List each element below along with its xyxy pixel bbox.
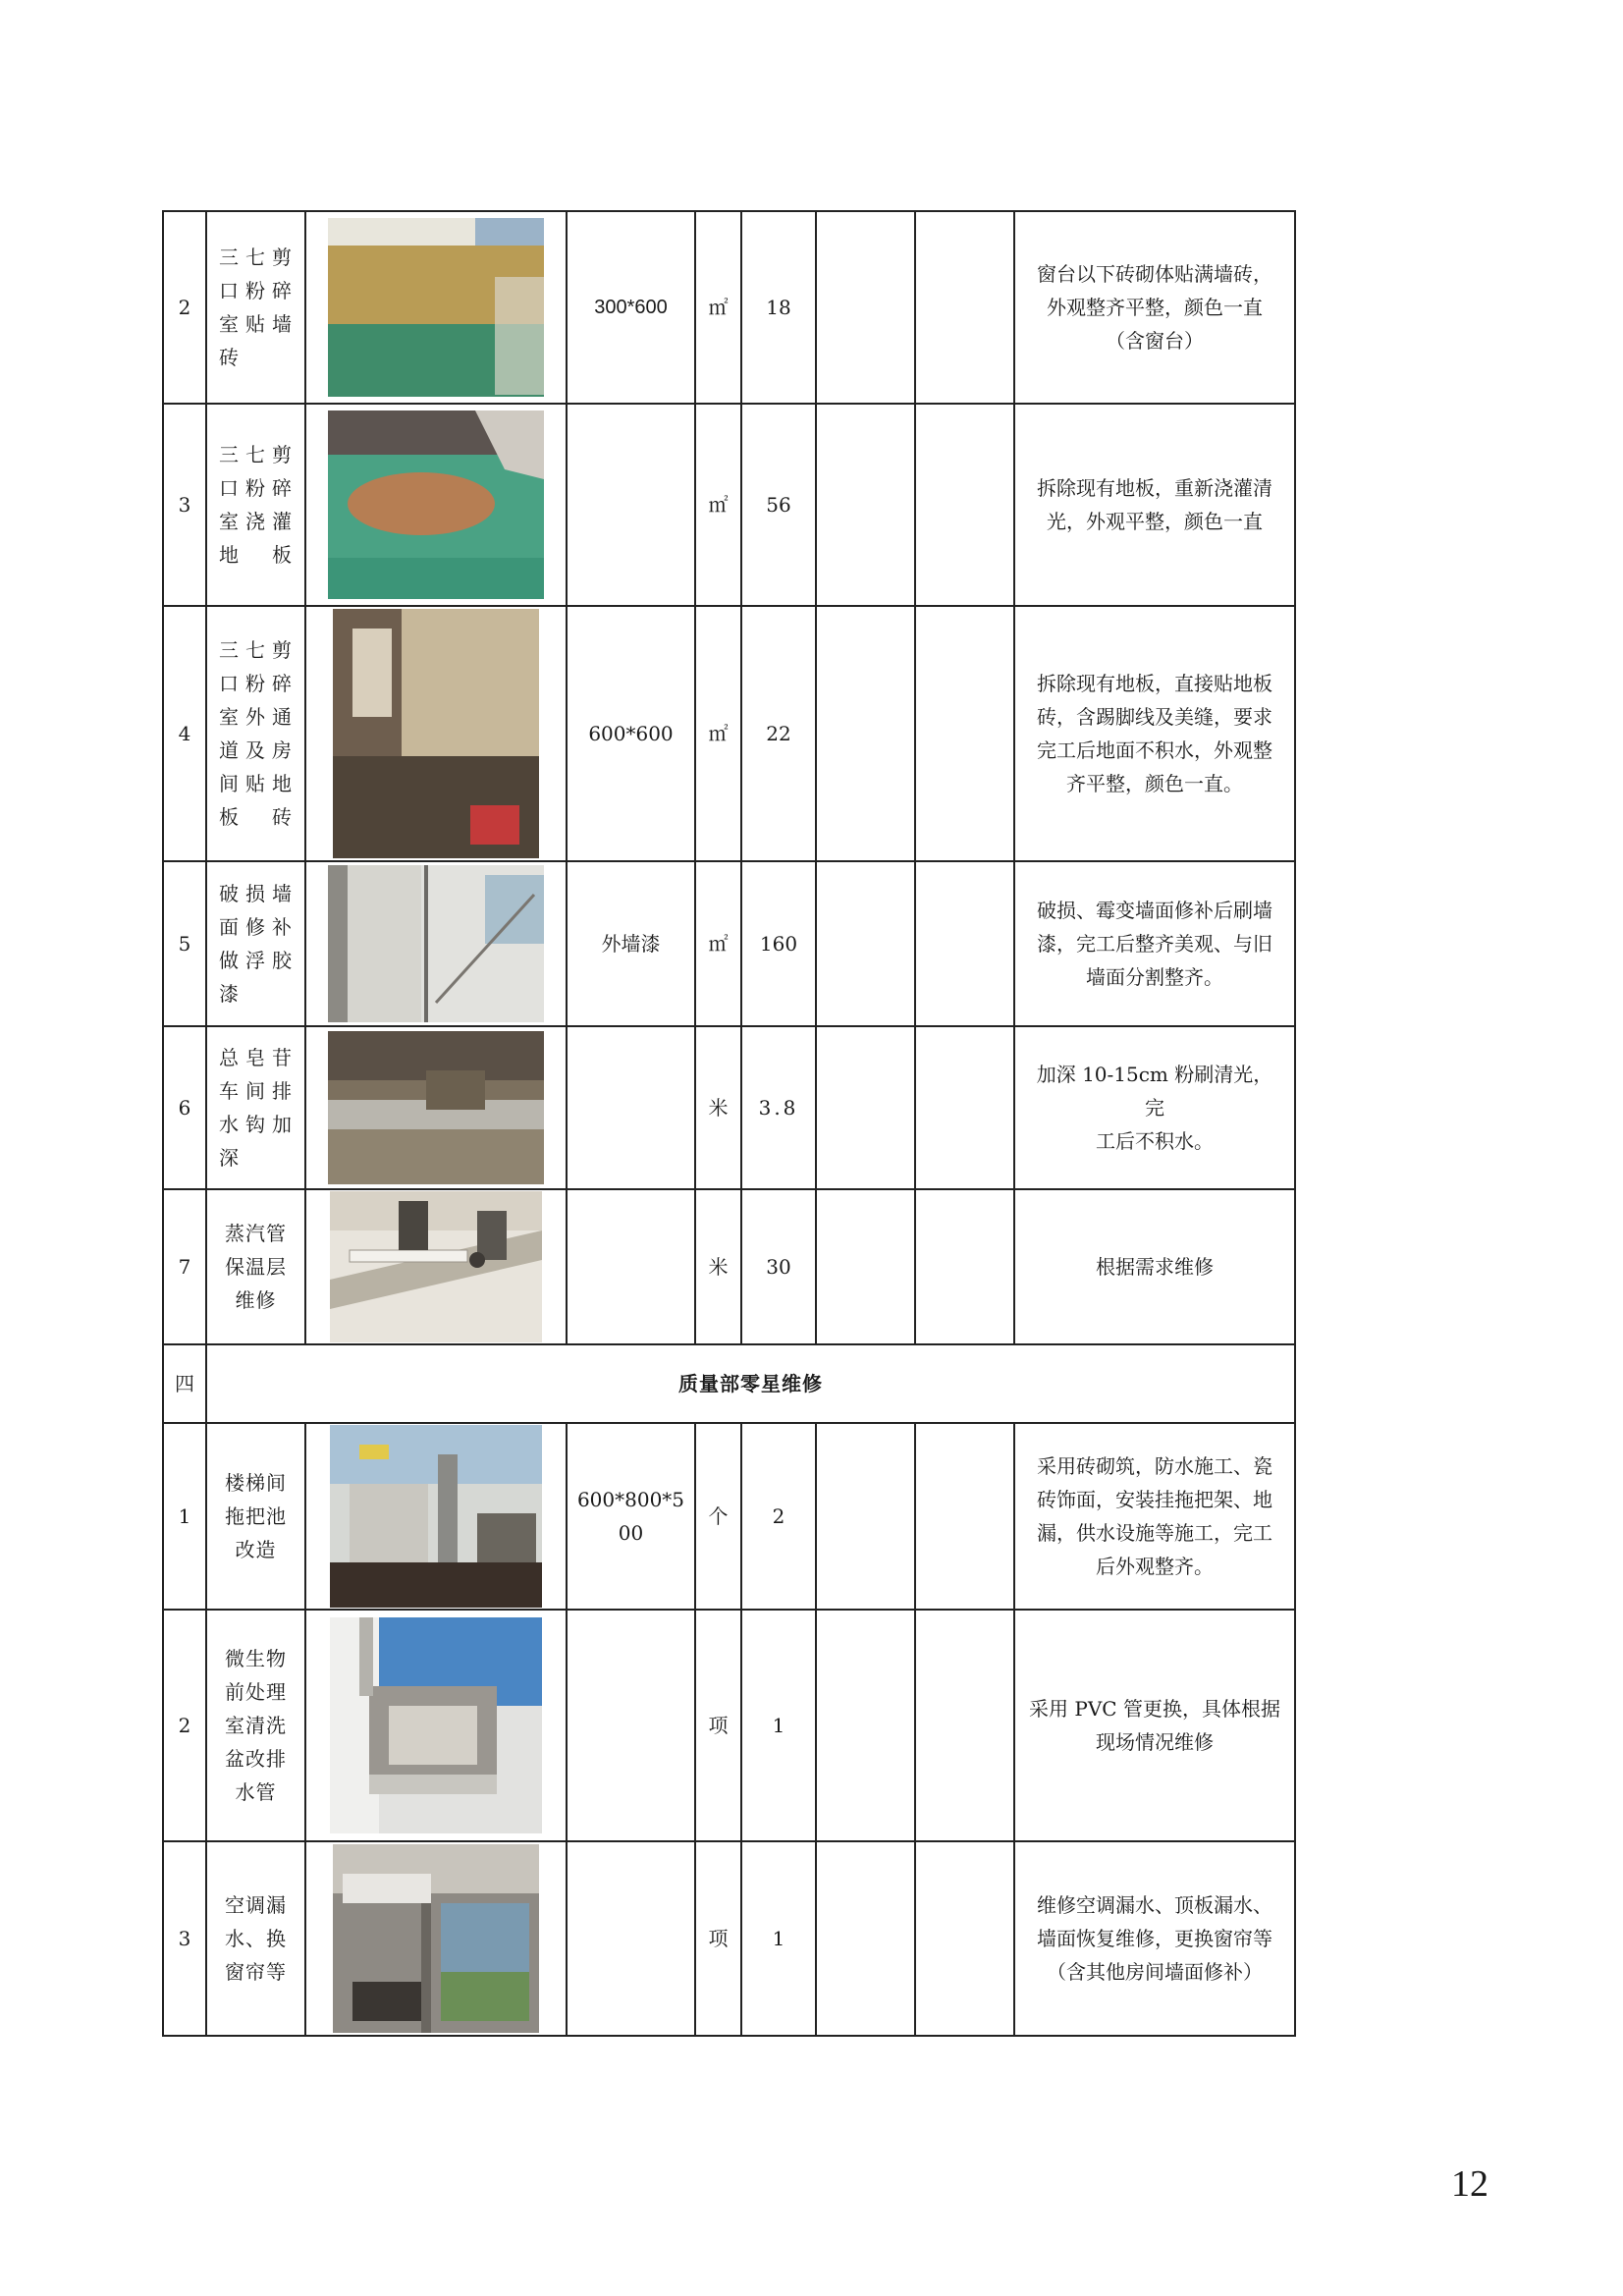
table-row <box>163 1026 1295 1189</box>
spec <box>567 1026 695 1189</box>
requirement: 拆除现有地板，重新浇灌清 光，外观平整，颜色一直 <box>1014 404 1295 606</box>
quantity: 22 <box>741 606 816 861</box>
site-photo <box>328 865 544 1022</box>
unit: 米 <box>695 1189 741 1344</box>
spec: 300*600 <box>567 211 695 404</box>
quantity: 18 <box>741 211 816 404</box>
quantity: 160 <box>741 861 816 1026</box>
row-number: 6 <box>163 1026 206 1189</box>
site-photo <box>328 410 544 599</box>
requirement: 采用 PVC 管更换，具体根据 现场情况维修 <box>1014 1610 1295 1841</box>
spec <box>567 1841 695 2036</box>
row-number: 7 <box>163 1189 206 1344</box>
table-row <box>163 211 1295 404</box>
row-number: 3 <box>163 404 206 606</box>
table-row <box>163 404 1295 606</box>
row-number: 5 <box>163 861 206 1026</box>
page-number: 12 <box>1451 2163 1488 2205</box>
unit: ㎡ <box>695 606 741 861</box>
table-row <box>163 1610 1295 1841</box>
site-photo <box>328 218 544 397</box>
table-row <box>163 1841 1295 2036</box>
quantity: 30 <box>741 1189 816 1344</box>
spec: 外墙漆 <box>567 861 695 1026</box>
spec <box>567 1610 695 1841</box>
site-photo <box>328 1031 544 1184</box>
quantity: 56 <box>741 404 816 606</box>
unit: 个 <box>695 1423 741 1610</box>
site-photo <box>330 1617 542 1833</box>
row-number: 3 <box>163 1841 206 2036</box>
requirement: 加深 10-15cm 粉刷清光，完 工后不积水。 <box>1014 1026 1295 1189</box>
spec: 600*800*5 00 <box>567 1423 695 1610</box>
item-name: 微生物 前处理 室清洗 盆改排 水管 <box>206 1610 305 1841</box>
site-photo <box>330 1425 542 1608</box>
section-number: 四 <box>163 1344 206 1423</box>
requirement: 拆除现有地板，直接贴地板 砖，含踢脚线及美缝，要求 完工后地面不积水，外观整 齐平整，颜色一直。 <box>1014 606 1295 861</box>
work-items-table <box>162 210 1296 2037</box>
section-header-row <box>163 1344 1295 1423</box>
requirement: 维修空调漏水、顶板漏水、 墙面恢复维修，更换窗帘等 （含其他房间墙面修补） <box>1014 1841 1295 2036</box>
item-name: 三七剪 口粉碎 室外通 道及房 间贴地 板砖 <box>206 606 305 861</box>
item-name: 楼梯间 拖把池 改造 <box>206 1423 305 1610</box>
item-name: 蒸汽管 保温层 维修 <box>206 1189 305 1344</box>
item-name: 总皂苷 车间排 水钩加 深 <box>206 1026 305 1189</box>
row-number: 4 <box>163 606 206 861</box>
unit: ㎡ <box>695 404 741 606</box>
site-photo <box>333 609 539 858</box>
table-row <box>163 1423 1295 1610</box>
item-name: 三七剪 口粉碎 室浇灌 地板 <box>206 404 305 606</box>
row-number: 2 <box>163 1610 206 1841</box>
row-number: 1 <box>163 1423 206 1610</box>
requirement: 采用砖砌筑，防水施工、瓷 砖饰面，安装挂拖把架、地 漏，供水设施等施工，完工 后外观整齐。 <box>1014 1423 1295 1610</box>
quantity: 3.8 <box>741 1026 816 1189</box>
quantity: 2 <box>741 1423 816 1610</box>
unit: 米 <box>695 1026 741 1189</box>
item-name: 三七剪 口粉碎 室贴墙 砖 <box>206 211 305 404</box>
unit: 项 <box>695 1610 741 1841</box>
quantity: 1 <box>741 1841 816 2036</box>
spec <box>567 1189 695 1344</box>
table-row <box>163 1189 1295 1344</box>
unit: ㎡ <box>695 861 741 1026</box>
quantity: 1 <box>741 1610 816 1841</box>
item-name: 破损墙 面修补 做浮胶 漆 <box>206 861 305 1026</box>
unit: ㎡ <box>695 211 741 404</box>
item-name: 空调漏 水、换 窗帘等 <box>206 1841 305 2036</box>
site-photo <box>330 1191 542 1342</box>
row-number: 2 <box>163 211 206 404</box>
requirement: 根据需求维修 <box>1014 1189 1295 1344</box>
site-photo <box>333 1844 539 2033</box>
requirement: 窗台以下砖砌体贴满墙砖， 外观整齐平整，颜色一直 （含窗台） <box>1014 211 1295 404</box>
spec: 600*600 <box>567 606 695 861</box>
spec <box>567 404 695 606</box>
section-title: 质量部零星维修 <box>206 1344 1295 1423</box>
requirement: 破损、霉变墙面修补后刷墙 漆，完工后整齐美观、与旧 墙面分割整齐。 <box>1014 861 1295 1026</box>
table-row <box>163 606 1295 861</box>
unit: 项 <box>695 1841 741 2036</box>
table-row <box>163 861 1295 1026</box>
